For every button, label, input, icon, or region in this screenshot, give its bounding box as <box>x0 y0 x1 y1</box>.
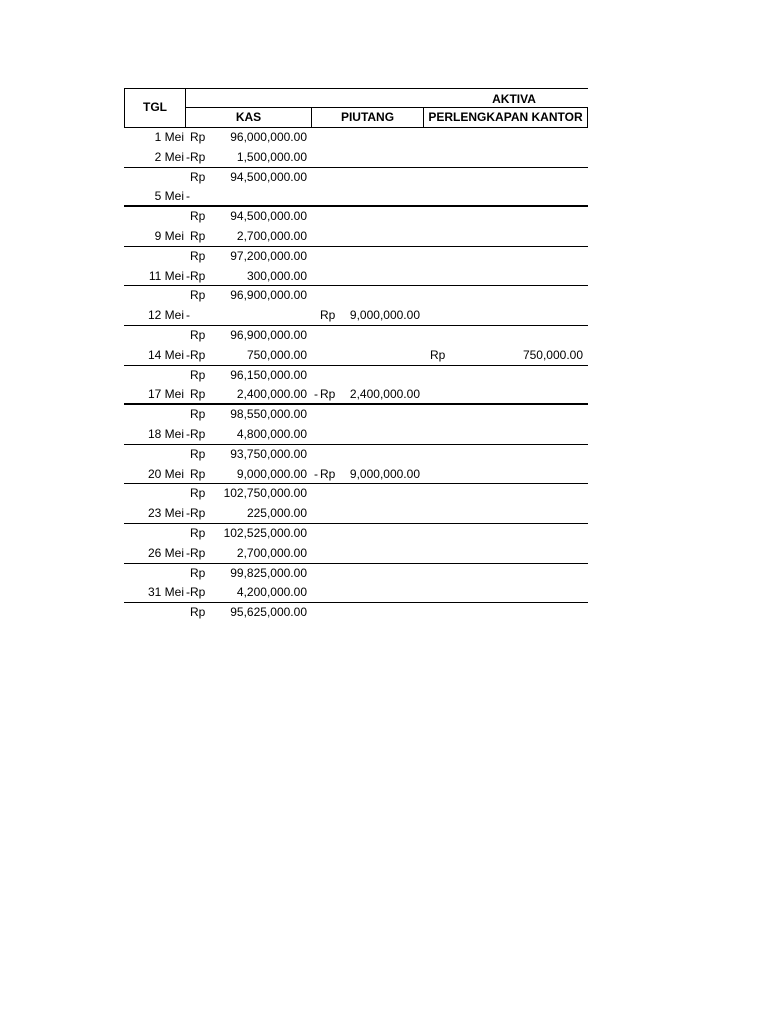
kas-amount: 96,000,000.00 <box>230 130 307 144</box>
kas-currency: Rp <box>190 169 206 184</box>
table-row <box>124 504 588 524</box>
kas-currency: Rp <box>190 426 206 441</box>
kas-amount: 300,000.00 <box>246 268 307 283</box>
kas-sign: - <box>186 189 190 204</box>
kas-amount: 96,150,000.00 <box>230 367 307 382</box>
kas-header: KAS <box>235 110 262 124</box>
kas-currency: Rp <box>190 209 206 224</box>
kas-amount: 2,700,000.00 <box>236 545 307 560</box>
kas-amount: 9,000,000.00 <box>236 466 307 481</box>
table-row <box>124 267 588 287</box>
kas-amount: 96,900,000.00 <box>230 288 307 303</box>
piutang-amount: 9,000,000.00 <box>349 466 420 481</box>
kas-amount: 2,400,000.00 <box>236 387 307 402</box>
kas-currency: Rp <box>190 327 206 342</box>
table-row <box>124 187 588 207</box>
kas-currency: Rp <box>190 466 206 481</box>
piutang-currency: Rp <box>320 387 336 402</box>
table-row <box>124 168 588 188</box>
piutang-currency: Rp <box>320 308 336 323</box>
table-row <box>124 227 588 247</box>
table-row <box>124 207 588 227</box>
kas-sign: - <box>186 585 190 600</box>
tgl-header: TGL <box>143 100 167 114</box>
kas-currency: Rp <box>190 268 206 283</box>
table-row <box>124 465 588 485</box>
kas-amount: 94,500,000.00 <box>230 169 307 184</box>
kas-amount: 2,700,000.00 <box>236 228 307 243</box>
kas-amount: 93,750,000.00 <box>230 446 307 461</box>
kas-currency: Rp <box>190 149 206 164</box>
kas-amount: 102,750,000.00 <box>223 486 307 501</box>
piutang-amount: 9,000,000.00 <box>349 308 420 323</box>
date-cell: 23 Mei <box>147 506 184 521</box>
kas-amount: 94,500,000.00 <box>230 209 307 224</box>
kas-currency: Rp <box>190 248 206 263</box>
kas-sign: - <box>186 308 190 323</box>
kas-sign: - <box>186 268 190 283</box>
table-row <box>124 484 588 504</box>
piutang-sign: - <box>314 466 318 481</box>
kas-amount: 4,200,000.00 <box>236 585 307 600</box>
table-row <box>124 544 588 564</box>
table-row <box>124 306 588 326</box>
kas-amount: 95,625,000.00 <box>230 605 307 620</box>
table-row <box>124 524 588 544</box>
kas-amount: 4,800,000.00 <box>236 426 307 441</box>
kas-amount: 750,000.00 <box>246 347 307 362</box>
table-row <box>124 564 588 584</box>
kas-currency: Rp <box>190 486 206 501</box>
piutang-sign: - <box>314 387 318 402</box>
perlengkapan-currency: Rp <box>430 347 446 362</box>
kas-currency: Rp <box>190 605 206 620</box>
table-row <box>124 346 588 366</box>
table-row <box>124 385 588 405</box>
kas-currency: Rp <box>190 565 206 580</box>
table-row <box>124 405 588 425</box>
kas-currency: Rp <box>190 545 206 560</box>
kas-currency: Rp <box>190 446 206 461</box>
table-row <box>124 445 588 465</box>
perlengkapan-amount: 750,000.00 <box>522 347 583 362</box>
piutang-amount: 2,400,000.00 <box>349 387 420 402</box>
date-cell: 9 Mei <box>154 228 184 243</box>
date-cell: 18 Mei <box>147 426 184 441</box>
table-row <box>124 326 588 346</box>
table-header <box>124 88 588 128</box>
kas-amount: 225,000.00 <box>246 506 307 521</box>
kas-currency: Rp <box>190 288 206 303</box>
table-row <box>124 247 588 267</box>
date-cell: 20 Mei <box>147 466 184 481</box>
table-row <box>124 425 588 445</box>
date-cell: 17 Mei <box>147 387 184 402</box>
perlengkapan-header: PERLENGKAPAN KANTOR <box>428 110 583 124</box>
piutang-currency: Rp <box>320 466 336 481</box>
table-row <box>124 603 588 623</box>
kas-sign: - <box>186 545 190 560</box>
date-cell: 2 Mei <box>154 149 184 164</box>
table-row <box>124 286 588 306</box>
kas-currency: Rp <box>190 130 206 144</box>
kas-amount: 97,200,000.00 <box>230 248 307 263</box>
table-row <box>124 583 588 603</box>
kas-currency: Rp <box>190 387 206 402</box>
header-top-line <box>185 88 588 89</box>
kas-currency: Rp <box>190 228 206 243</box>
kas-sign: - <box>186 347 190 362</box>
kas-currency: Rp <box>190 525 206 540</box>
kas-sign: - <box>186 149 190 164</box>
table-row <box>124 148 588 168</box>
table-row <box>124 366 588 386</box>
date-cell: 12 Mei <box>147 308 184 323</box>
kas-currency: Rp <box>190 506 206 521</box>
kas-amount: 1,500,000.00 <box>236 149 307 164</box>
kas-currency: Rp <box>190 367 206 382</box>
date-cell: 11 Mei <box>148 268 184 283</box>
date-cell: 31 Mei <box>147 585 184 600</box>
piutang-header: PIUTANG <box>340 110 395 124</box>
date-cell: 26 Mei <box>147 545 184 560</box>
date-cell: 14 Mei <box>147 347 184 362</box>
kas-amount: 96,900,000.00 <box>230 327 307 342</box>
aktiva-header: AKTIVA <box>492 92 536 106</box>
kas-amount: 102,525,000.00 <box>223 525 307 540</box>
kas-sign: - <box>186 506 190 521</box>
kas-amount: 98,550,000.00 <box>230 407 307 422</box>
kas-sign: - <box>186 426 190 441</box>
ledger-rows <box>124 128 588 623</box>
date-cell: 5 Mei <box>154 189 184 204</box>
table-row <box>124 128 588 148</box>
kas-currency: Rp <box>190 407 206 422</box>
kas-currency: Rp <box>190 347 206 362</box>
kas-currency: Rp <box>190 585 206 600</box>
date-cell: 1 Mei <box>154 130 184 144</box>
kas-amount: 99,825,000.00 <box>230 565 307 580</box>
